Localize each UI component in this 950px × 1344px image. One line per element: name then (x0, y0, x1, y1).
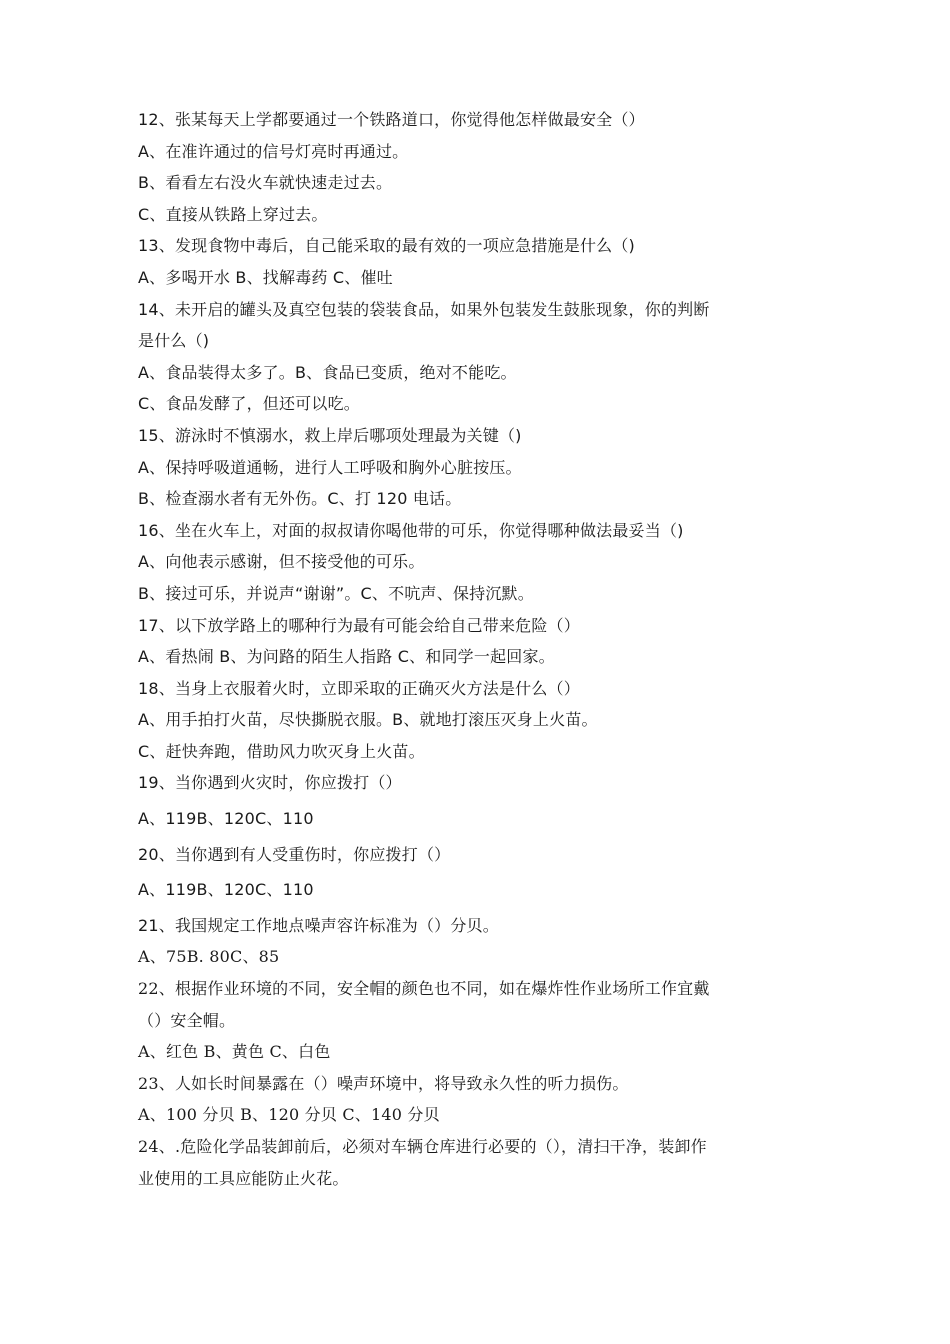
question-20: 20、当你遇到有人受重伤时，你应拨打（） (138, 844, 451, 864)
question-15: 15、游泳时不慎溺水，救上岸后哪项处理最为关键（) (138, 425, 522, 445)
question-19: 19、当你遇到火灾时，你应拨打（） (138, 773, 402, 793)
question-16: 16、坐在火车上，对面的叔叔请你喝他带的可乐，你觉得哪种做法最妥当（) (138, 520, 684, 540)
option-line: C、直接从铁路上穿过去。 (138, 204, 328, 224)
question-18: 18、当身上衣服着火时，立即采取的正确灭火方法是什么（） (138, 678, 580, 698)
question-list (138, 104, 818, 1194)
option-line: A、保持呼吸道通畅，进行人工呼吸和胸外心脏按压。 (138, 457, 522, 477)
option-line: A、119B、120C、110 (138, 809, 314, 829)
question-21: 21、我国规定工作地点噪声容许标准为（）分贝。 (138, 915, 499, 935)
option-line: A、食品装得太多了。B、食品已变质，绝对不能吃。 (138, 362, 517, 382)
option-line: A、用手拍打火苗，尽快撕脱衣服。B、就地打滚压灭身上火苗。 (138, 710, 598, 730)
question-17: 17、以下放学路上的哪种行为最有可能会给自己带来危险（） (138, 615, 580, 635)
option-line: A、多喝开水 B、找解毒药 C、催吐 (138, 267, 393, 287)
option-line: A、119B、120C、110 (138, 880, 314, 900)
option-line: A、向他表示感谢，但不接受他的可乐。 (138, 552, 425, 572)
question-14-continued: 是什么（) (138, 331, 210, 351)
option-line: B、看看左右没火车就快速走过去。 (138, 173, 393, 193)
option-line: C、赶快奔跑，借助风力吹灭身上火苗。 (138, 741, 425, 761)
question-24-continued: 业使用的工具应能防止火花。 (138, 1168, 349, 1188)
option-line: B、检查溺水者有无外伤。C、打 120 电话。 (138, 489, 462, 509)
option-line: A、100 分贝 B、120 分贝 C、140 分贝 (138, 1105, 440, 1125)
option-line: B、接过可乐，并说声“谢谢”。C、不吭声、保持沉默。 (138, 583, 534, 603)
question-22-continued: （）安全帽。 (138, 1010, 236, 1030)
question-23: 23、人如长时间暴露在（）噪声环境中，将导致永久性的听力损伤。 (138, 1073, 629, 1093)
question-22: 22、根据作业环境的不同，安全帽的颜色也不同，如在爆炸性作业场所工作宜戴 (138, 979, 710, 999)
question-12: 12、张某每天上学都要通过一个铁路道口，你觉得他怎样做最安全（） (138, 110, 645, 129)
question-13: 13、发现食物中毒后，自己能采取的最有效的一项应急措施是什么（) (138, 236, 636, 256)
question-24: 24、.危险化学品装卸前后，必须对车辆仓库进行必要的（），清扫干净，装卸作 (138, 1137, 707, 1156)
option-line: A、75B. 80C、85 (138, 947, 280, 967)
option-line: A、在准许通过的信号灯亮时再通过。 (138, 141, 409, 161)
option-line: A、看热闹 B、为问路的陌生人指路 C、和同学一起回家。 (138, 647, 555, 667)
option-line: C、食品发酵了，但还可以吃。 (138, 394, 360, 414)
option-line: A、红色 B、黄色 C、白色 (138, 1042, 331, 1062)
question-14: 14、未开启的罐头及真空包装的袋装食品，如果外包装发生鼓胀现象，你的判断 (138, 299, 710, 319)
